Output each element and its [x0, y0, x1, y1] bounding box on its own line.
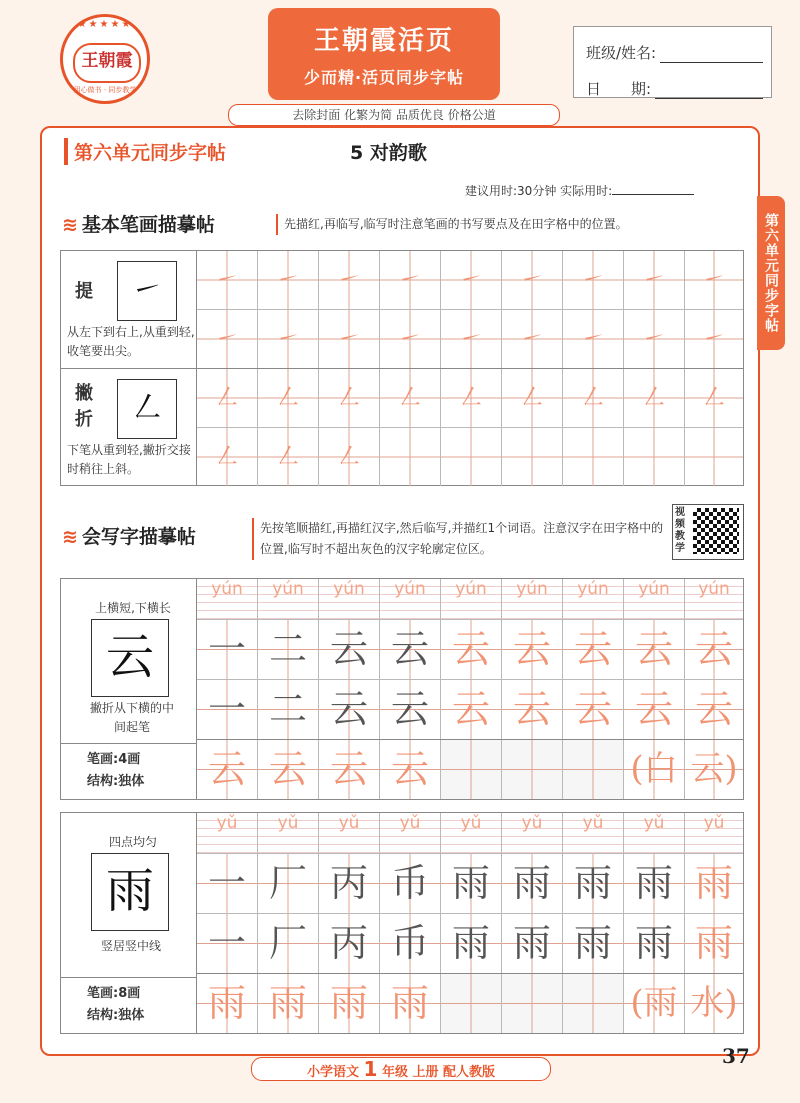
trace-cell[interactable]: 云	[441, 680, 502, 739]
stroke-note: 下笔从重到轻,撇折交接时稍往上斜。	[67, 443, 191, 476]
pinyin-row	[197, 579, 743, 620]
practice-cell[interactable]	[685, 428, 743, 486]
practice-cell[interactable]	[380, 428, 441, 486]
model-char-box: 云	[91, 619, 169, 697]
stroke-label-cell	[61, 369, 197, 486]
class-name-field[interactable]	[660, 46, 763, 63]
time-text: 建议用时:30分钟 实际用时:	[465, 184, 613, 198]
logo-text: 王朝霞	[73, 43, 141, 83]
pinyin-cell: yún	[319, 579, 380, 619]
section2-title-text: 会写字描摹帖	[81, 526, 196, 548]
char-label-cell	[61, 813, 197, 1033]
logo-stars: ★★★★★	[77, 19, 133, 30]
pinyin-cell: yún	[502, 579, 563, 619]
practice-cell[interactable]	[624, 428, 685, 486]
practice-cell[interactable]	[502, 428, 563, 486]
practice-cell[interactable]: ㇀	[441, 251, 502, 309]
section1-title	[62, 210, 215, 237]
stroke-order-cell[interactable]: 币	[380, 914, 441, 973]
stroke-row-ti	[61, 251, 743, 369]
practice-row-3	[197, 974, 743, 1033]
stroke-order-cell[interactable]: 一	[197, 620, 258, 679]
write-cell[interactable]	[441, 740, 502, 799]
stroke-order-cell[interactable]: 云	[380, 680, 441, 739]
trace-cell[interactable]: 云	[685, 620, 743, 679]
lesson-title: 5 对韵歌	[350, 142, 427, 164]
stroke-order-cell[interactable]: 云	[319, 620, 380, 679]
stroke-order-cell[interactable]: 雨	[441, 914, 502, 973]
stroke-order-cell[interactable]: 雨	[502, 854, 563, 913]
footer-edition: 年级 上册 配人教版	[381, 1065, 496, 1080]
strokes-info	[87, 983, 144, 1027]
pinyin-cell: yǔ	[563, 813, 624, 853]
word-cell[interactable]: (白	[624, 740, 685, 799]
slogan: 去除封面 化繁为简 品质优良 价格公道	[228, 104, 560, 126]
practice-cell[interactable]: ㇀	[563, 310, 624, 368]
structure-info: 结构:独体	[87, 1008, 145, 1023]
class-name-label: 班级/姓名:	[586, 44, 657, 62]
date-label: 日 期:	[586, 80, 652, 98]
date-field[interactable]	[655, 82, 763, 99]
trace-cell[interactable]: 雨	[380, 974, 441, 1033]
pinyin-cell: yún	[441, 579, 502, 619]
trace-cell[interactable]: 云	[563, 620, 624, 679]
pinyin-cell: yún	[197, 579, 258, 619]
unit-title: 第六单元同步字帖	[64, 138, 226, 165]
stroke-order-cell[interactable]: 厂	[258, 914, 319, 973]
stroke-note: 从左下到右上,从重到轻,收笔要出尖。	[67, 325, 195, 358]
trace-cell[interactable]: 云	[380, 740, 441, 799]
practice-cell[interactable]: ㇀	[502, 251, 563, 309]
pinyin-cell: yǔ	[319, 813, 380, 853]
pinyin-cell: yǔ	[502, 813, 563, 853]
write-cell[interactable]	[563, 974, 624, 1033]
practice-cell[interactable]: ㇀	[441, 310, 502, 368]
stroke-row-piezhe	[61, 369, 743, 486]
top-note: 上横短,下横长	[95, 601, 171, 615]
practice-row-2	[197, 680, 743, 740]
trace-cell[interactable]: 雨	[685, 854, 743, 913]
section2-desc: 先按笔顺描红,再描红汉字,然后临写,并描红1个词语。注意汉字在田字格中的位置,临写时不超出灰色的汉字轮廓定位区。	[252, 518, 670, 560]
stroke-order-cell[interactable]: 雨	[563, 854, 624, 913]
practice-row-2	[197, 428, 743, 486]
trace-cell[interactable]: 云	[197, 740, 258, 799]
brand-logo	[60, 14, 150, 104]
trace-cell[interactable]: 云	[502, 620, 563, 679]
qr-label: 视频教学	[675, 507, 685, 554]
practice-cell[interactable]: ㇀	[380, 251, 441, 309]
time-info	[465, 182, 694, 199]
trace-cell[interactable]: 雨	[319, 974, 380, 1033]
stroke-order-cell[interactable]: 雨	[502, 914, 563, 973]
practice-cell[interactable]: ㇀	[685, 310, 743, 368]
practice-cell[interactable]: ㇜	[197, 428, 258, 486]
practice-cell[interactable]: ㇜	[258, 428, 319, 486]
qr-code-block[interactable]	[672, 504, 744, 560]
write-cell[interactable]	[563, 740, 624, 799]
stroke-label-cell	[61, 251, 197, 368]
pinyin-cell: yǔ	[258, 813, 319, 853]
practice-cell[interactable]: ㇀	[319, 251, 380, 309]
practice-cell[interactable]: ㇀	[258, 251, 319, 309]
footer-subject: 小学语文	[306, 1065, 359, 1080]
strokes-count: 笔画:8画	[87, 986, 141, 1001]
model-char-box: 雨	[91, 853, 169, 931]
pinyin-cell: yún	[258, 579, 319, 619]
pinyin-row	[197, 813, 743, 854]
practice-cell[interactable]: ㇜	[502, 369, 563, 427]
word-cell[interactable]: 云)	[685, 740, 743, 799]
stroke-order-cell[interactable]: 厂	[258, 854, 319, 913]
stroke-model-box: ㇜	[117, 379, 177, 439]
practice-cell[interactable]: ㇜	[563, 369, 624, 427]
pinyin-cell: yǔ	[685, 813, 743, 853]
stroke-name: 提	[75, 281, 93, 302]
trace-cell[interactable]: 雨	[197, 974, 258, 1033]
practice-cell[interactable]: ㇀	[624, 310, 685, 368]
practice-cell[interactable]: ㇀	[197, 310, 258, 368]
trace-cell[interactable]: 云	[563, 680, 624, 739]
write-cell[interactable]	[502, 740, 563, 799]
practice-row-1	[197, 620, 743, 680]
practice-cell[interactable]: ㇜	[441, 369, 502, 427]
practice-cell[interactable]: ㇜	[319, 369, 380, 427]
bottom-note: 撇折从下横的中间起笔	[89, 701, 174, 734]
stroke-order-cell[interactable]: 雨	[441, 854, 502, 913]
stroke-table	[60, 250, 744, 486]
pinyin-cell: yún	[563, 579, 624, 619]
practice-row-2	[197, 310, 743, 368]
trace-cell[interactable]: 雨	[685, 914, 743, 973]
top-note: 四点均匀	[108, 835, 157, 849]
pinyin-cell: yún	[624, 579, 685, 619]
trace-cell[interactable]: 云	[502, 680, 563, 739]
footer-grade-number: 1	[363, 1057, 378, 1081]
stroke-order-cell[interactable]: 雨	[563, 914, 624, 973]
wave-icon: ≋	[62, 526, 78, 548]
footer-badge	[251, 1057, 551, 1081]
stroke-order-cell[interactable]: 一	[197, 854, 258, 913]
divider	[61, 743, 196, 744]
trace-cell[interactable]: 云	[624, 620, 685, 679]
logo-tagline: 用心做书 · 同步教学	[73, 86, 137, 94]
brand-subtitle: 少而精·活页同步字帖	[303, 68, 465, 87]
practice-cell[interactable]: ㇜	[258, 369, 319, 427]
stroke-model-box: ㇀	[117, 261, 177, 321]
section1-title-text: 基本笔画描摹帖	[81, 214, 215, 236]
wave-icon: ≋	[62, 214, 78, 236]
stroke-order-cell[interactable]: 二	[258, 620, 319, 679]
pinyin-cell: yǔ	[197, 813, 258, 853]
practice-row-1	[197, 251, 743, 310]
stroke-order-cell[interactable]: 云	[380, 620, 441, 679]
stroke-order-cell[interactable]: 一	[197, 914, 258, 973]
page-number: 37	[722, 1044, 750, 1068]
practice-row-1	[197, 854, 743, 914]
stroke-order-cell[interactable]: 丙	[319, 914, 380, 973]
stroke-order-cell[interactable]: 丙	[319, 854, 380, 913]
section2-title	[62, 522, 196, 549]
practice-row-2	[197, 914, 743, 974]
practice-cell[interactable]: ㇀	[197, 251, 258, 309]
practice-row-1	[197, 369, 743, 428]
practice-cell[interactable]: ㇜	[380, 369, 441, 427]
trace-cell[interactable]: 云	[258, 740, 319, 799]
stroke-order-cell[interactable]: 一	[197, 680, 258, 739]
practice-cell[interactable]: ㇀	[624, 251, 685, 309]
brand-title: 王朝霞活页	[313, 26, 454, 56]
write-cell[interactable]	[441, 974, 502, 1033]
pinyin-cell: yún	[685, 579, 743, 619]
practice-cell[interactable]	[441, 428, 502, 486]
practice-cell[interactable]: ㇀	[563, 251, 624, 309]
practice-cell[interactable]	[563, 428, 624, 486]
practice-cell[interactable]: ㇀	[502, 310, 563, 368]
practice-cell[interactable]: ㇀	[380, 310, 441, 368]
strokes-count: 笔画:4画	[87, 752, 141, 767]
char-table-yu	[60, 812, 744, 1034]
stroke-name: 撇折	[75, 383, 93, 430]
brand-banner	[268, 8, 500, 100]
practice-cell[interactable]: ㇜	[624, 369, 685, 427]
section1-desc: 先描红,再临写,临写时注意笔画的书写要点及在田字格中的位置。	[276, 214, 754, 235]
practice-cell[interactable]: ㇀	[319, 310, 380, 368]
practice-cell[interactable]: ㇜	[685, 369, 743, 427]
char-label-cell	[61, 579, 197, 799]
stroke-order-cell[interactable]: 云	[319, 680, 380, 739]
pinyin-cell: yún	[380, 579, 441, 619]
qr-code-icon	[693, 508, 739, 554]
side-tab: 第六单元同步字帖	[757, 196, 785, 350]
trace-cell[interactable]: 云	[319, 740, 380, 799]
stroke-order-cell[interactable]: 雨	[624, 854, 685, 913]
trace-cell[interactable]: 云	[685, 680, 743, 739]
practice-cell[interactable]: ㇀	[685, 251, 743, 309]
divider	[61, 977, 196, 978]
trace-cell[interactable]: 云	[441, 620, 502, 679]
pinyin-cell: yǔ	[624, 813, 685, 853]
practice-cell[interactable]: ㇜	[319, 428, 380, 486]
pinyin-cell: yǔ	[441, 813, 502, 853]
write-cell[interactable]	[502, 974, 563, 1033]
actual-time-field[interactable]	[612, 194, 694, 195]
bottom-note: 竖居竖中线	[100, 939, 161, 953]
char-table-yun	[60, 578, 744, 800]
structure-info: 结构:独体	[87, 774, 145, 789]
word-cell[interactable]: (雨	[624, 974, 685, 1033]
pinyin-cell: yǔ	[380, 813, 441, 853]
practice-cell[interactable]: ㇜	[197, 369, 258, 427]
stroke-order-cell[interactable]: 币	[380, 854, 441, 913]
stroke-order-cell[interactable]: 二	[258, 680, 319, 739]
strokes-info	[87, 749, 144, 793]
word-cell[interactable]: 水)	[685, 974, 743, 1033]
trace-cell[interactable]: 雨	[258, 974, 319, 1033]
practice-row-3	[197, 740, 743, 799]
practice-cell[interactable]: ㇀	[258, 310, 319, 368]
trace-cell[interactable]: 云	[624, 680, 685, 739]
student-info-box	[573, 26, 772, 98]
stroke-order-cell[interactable]: 雨	[624, 914, 685, 973]
